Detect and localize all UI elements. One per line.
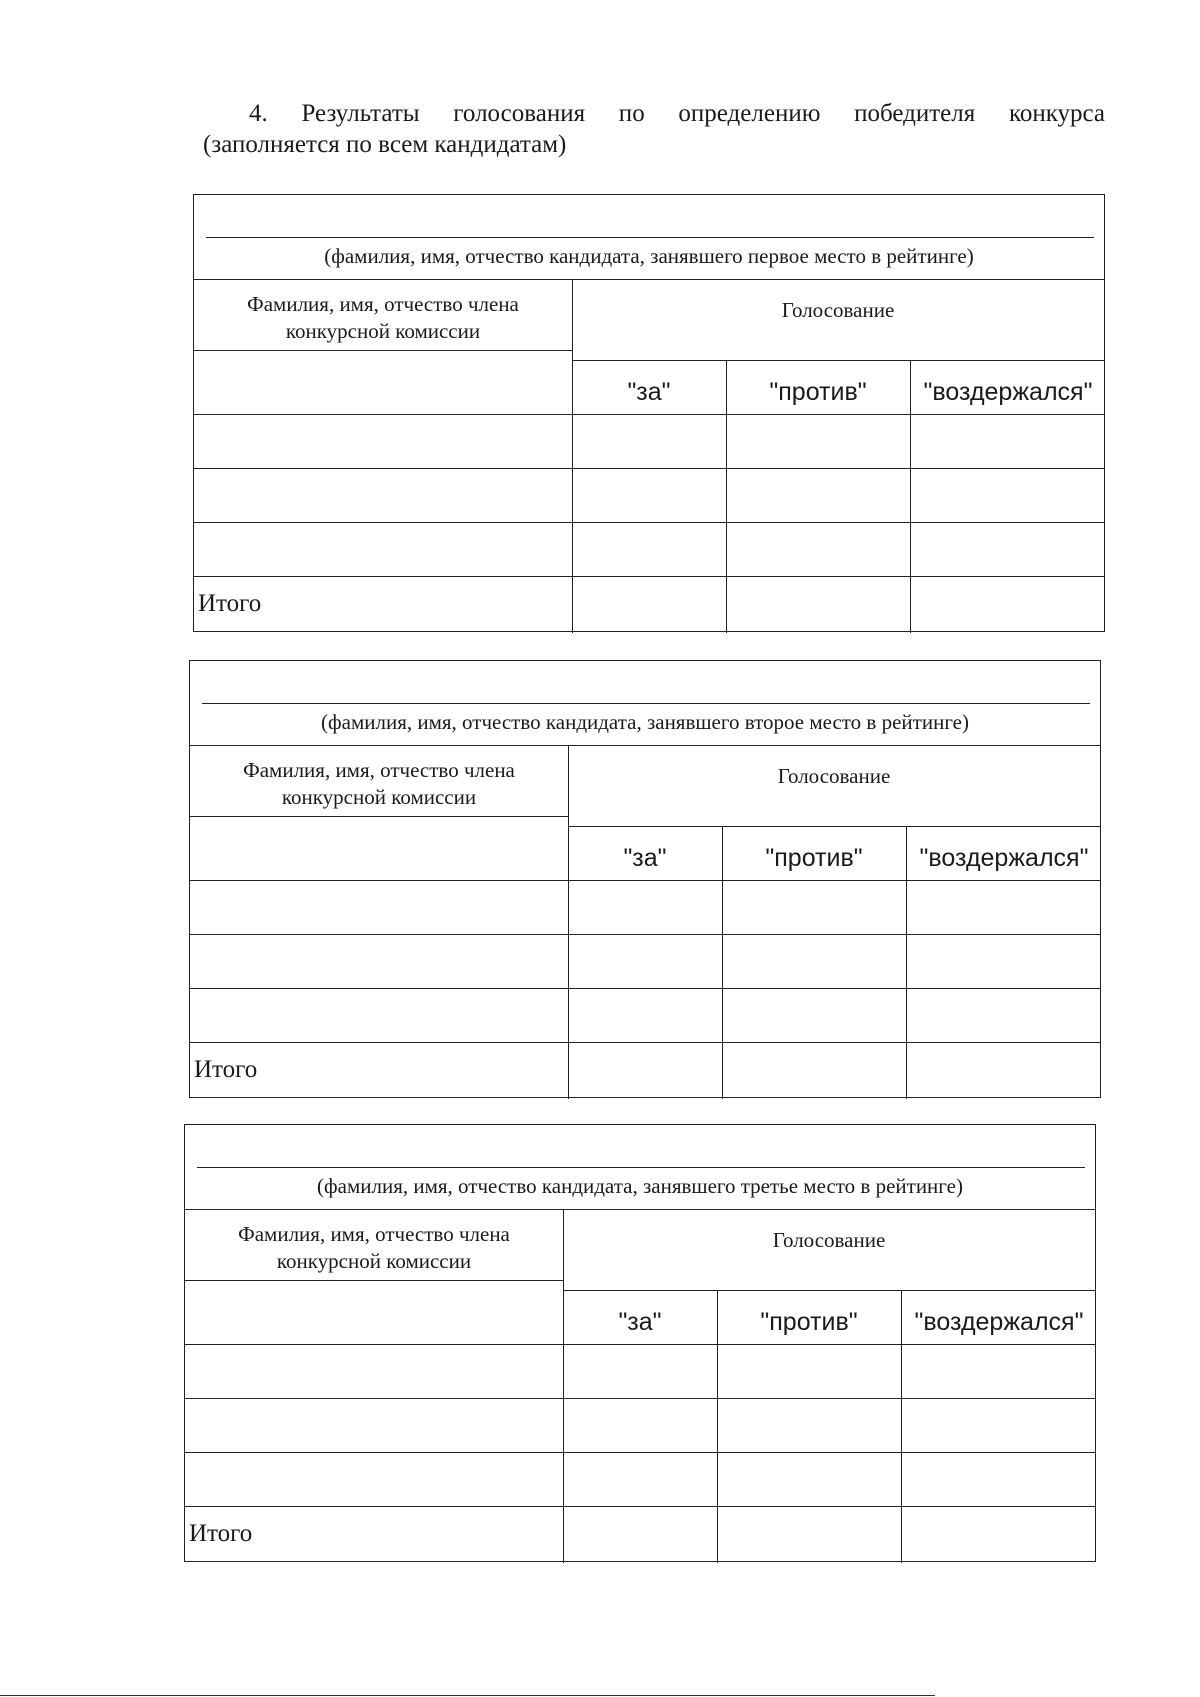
table-row bbox=[190, 1042, 1100, 1043]
member-header bbox=[194, 291, 572, 345]
column-against: "против" bbox=[765, 844, 863, 872]
table-row bbox=[185, 1452, 1095, 1453]
vote-table-first-place bbox=[193, 194, 1105, 632]
table-row bbox=[190, 988, 1100, 989]
candidate-name-line[interactable] bbox=[197, 1167, 1085, 1168]
divider bbox=[568, 745, 569, 1099]
voting-header: Голосование bbox=[781, 298, 895, 322]
table-row bbox=[194, 522, 1104, 523]
vote-table-third-place bbox=[184, 1124, 1096, 1562]
member-header-text: Фамилия, имя, отчество члена конкурсной комиссии bbox=[243, 758, 515, 809]
divider bbox=[194, 350, 572, 351]
divider bbox=[568, 826, 1100, 827]
column-against: "против" bbox=[760, 1308, 858, 1336]
page-bottom-rule bbox=[0, 1695, 935, 1696]
candidate-caption: (фамилия, имя, отчество кандидата, занявшего первое место в рейтинге) bbox=[324, 244, 974, 268]
voting-header: Голосование bbox=[772, 1228, 886, 1252]
divider bbox=[190, 745, 1100, 746]
section-heading bbox=[203, 98, 1105, 129]
total-label: Итого bbox=[198, 590, 262, 617]
column-against: "против" bbox=[769, 378, 867, 406]
candidate-caption: (фамилия, имя, отчество кандидата, занявшего третье место в рейтинге) bbox=[317, 1174, 963, 1198]
total-label: Итого bbox=[189, 1520, 253, 1547]
divider bbox=[563, 1290, 1095, 1291]
section-number: 4. bbox=[249, 100, 268, 127]
divider bbox=[572, 360, 1104, 361]
table-row bbox=[194, 414, 1104, 415]
table-row bbox=[194, 576, 1104, 577]
section-heading-line1: Результаты голосования по определению победителя конкурса bbox=[301, 100, 1106, 127]
table-row bbox=[190, 880, 1100, 881]
section-heading-line2: (заполняется по всем кандидатам) bbox=[203, 131, 567, 158]
member-header bbox=[190, 757, 568, 811]
divider bbox=[194, 279, 1104, 280]
table-row bbox=[185, 1506, 1095, 1507]
column-abstained: "воздержался" bbox=[914, 1308, 1084, 1336]
table-row bbox=[190, 934, 1100, 935]
table-row bbox=[185, 1344, 1095, 1345]
column-abstained: "воздержался" bbox=[923, 378, 1093, 406]
table-row bbox=[194, 468, 1104, 469]
candidate-name-line[interactable] bbox=[206, 237, 1094, 238]
divider bbox=[190, 816, 568, 817]
divider bbox=[185, 1280, 563, 1281]
column-abstained: "воздержался" bbox=[919, 844, 1089, 872]
column-for: "за" bbox=[627, 378, 671, 406]
candidate-name-line[interactable] bbox=[202, 703, 1090, 704]
divider bbox=[563, 1209, 564, 1563]
divider bbox=[572, 279, 573, 633]
candidate-caption: (фамилия, имя, отчество кандидата, занявшего второе место в рейтинге) bbox=[321, 710, 969, 734]
member-header bbox=[185, 1221, 563, 1275]
member-header-text: Фамилия, имя, отчество члена конкурсной комиссии bbox=[238, 1222, 510, 1273]
table-row bbox=[185, 1398, 1095, 1399]
voting-header: Голосование bbox=[777, 764, 891, 788]
divider bbox=[185, 1209, 1095, 1210]
member-header-text: Фамилия, имя, отчество члена конкурсной комиссии bbox=[247, 292, 519, 343]
vote-table-second-place bbox=[189, 660, 1101, 1098]
total-label: Итого bbox=[194, 1056, 258, 1083]
column-for: "за" bbox=[623, 844, 667, 872]
column-for: "за" bbox=[618, 1308, 662, 1336]
